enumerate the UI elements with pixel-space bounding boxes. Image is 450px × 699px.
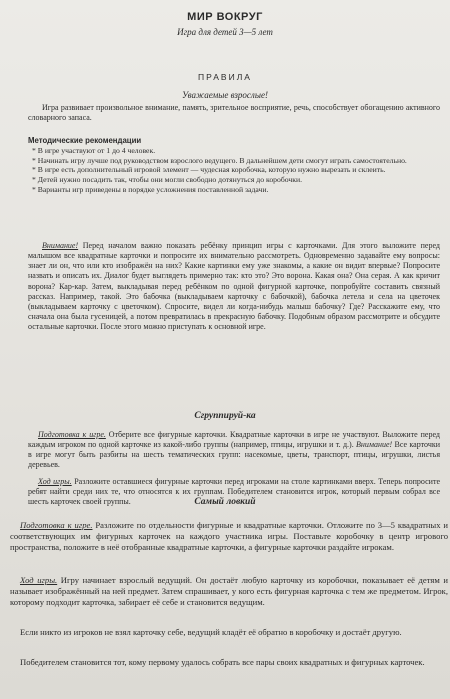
- prep-text: Разложите по отдельности фигурные и квадратные карточки. Отложите по 3—5 квадратных и соответствующих им фигурных карточек на каждого участника игры. Поставьте коробочку в центр игрового пространства, положите в неё отобранные квадратные карточки, а фигурные карточки раздайте игрокам.: [10, 520, 449, 553]
- section2-paragraph-3: Если никто из игроков не взял карточку себе, ведущий кладёт её обратно в коробочку и достаёт другую.: [20, 627, 402, 637]
- list-item: * Варианты игр приведены в порядке усложнения поставленной задачи.: [32, 185, 432, 195]
- move-text: Игру начинает взрослый ведущий. Он достаёт любую карточку из коробочки, показывает её детям и называет изображённый на ней предмет. Затем спрашивает, у кого есть фигурная карточка с тем же предметом. Игрок, которому подходит карточка, забирает её себе и становится ведущим.: [10, 575, 449, 608]
- page-subtitle: Игра для детей 3—5 лет: [177, 27, 273, 37]
- section1-prep-paragraph: [28, 430, 440, 471]
- list-item: * Детей нужно посадить так, чтобы они могли свободно дотянуться до коробочки.: [32, 175, 432, 185]
- methodical-heading: Методические рекомендации: [28, 136, 142, 145]
- prep-text-2: Все карточки в игре могут быть разбиты на шесть тематических групп: насекомые, цветы, транспорт, птицы, игрушки, листья деревьев.: [28, 440, 441, 470]
- rules-heading: ПРАВИЛА: [198, 72, 252, 82]
- intro-paragraph: Игра развивает произвольное внимание, память, зрительное восприятие, речь, способствует обогащению активного словарного запаса.: [28, 103, 440, 123]
- page-title: МИР ВОКРУГ: [187, 11, 263, 23]
- list-item: * Начинать игру лучше под руководством взрослого ведущего. В дальнейшем дети смогут играть самостоятельно.: [32, 156, 432, 166]
- prep-attention: Внимание!: [356, 440, 393, 450]
- move-lead: Ход игры.: [20, 575, 58, 585]
- list-item: * В игре есть дополнительный игровой элемент — чудесная коробочка, которую нужно вырезать и склеить.: [32, 165, 432, 175]
- prep-lead: Подготовка к игре.: [20, 520, 93, 530]
- section2-paragraph-4: Победителем становится тот, кому первому удалось собрать все пары своих квадратных и фигурных карточек.: [20, 657, 425, 667]
- prep-text: Отберите все фигурные карточки. Квадратные карточки в игре не участвуют. Выложите перед каждым игроком по одной карточке из какой-либо группы (например, птицы, игрушки и т. д.).: [28, 430, 440, 450]
- attention-paragraph: [28, 241, 440, 332]
- list-item: * В игре участвуют от 1 до 4 человек.: [32, 146, 432, 156]
- attention-lead: Внимание!: [42, 241, 79, 250]
- prep-lead: Подготовка к игре.: [38, 430, 106, 439]
- section2-prep-paragraph: [10, 520, 448, 554]
- methodical-list: [32, 146, 432, 194]
- move-lead: Ход игры.: [38, 477, 72, 486]
- section2-move-paragraph: [10, 575, 448, 609]
- section-title-dexterous: Самый ловкий: [194, 497, 256, 507]
- section-title-group: Сгруппируй-ка: [194, 411, 256, 421]
- move-text: Разложите оставшиеся фигурные карточки перед игроками на столе картинками вверх. Теперь попросите ребят найти среди них те, что относятся к их группам. Победителем становится игрок, который первым собрал все шесть карточек своей группы.: [28, 477, 440, 507]
- attention-text: Перед началом важно показать ребёнку принцип игры с карточками. Для этого выложите перед малышом все квадратные карточки и попросите их внимательно рассмотреть. Одновременно задавайте ему вопросы: знает ли он, что или кто изображён на них? Какие картинки ему уже знакомы, а какие он видит впервые? Попросите назвать и описать их. Диалог будет выглядеть примерно так: кто это? Это ворона. Какая она? Она серая. А как кричит ворона? Кар-кар. Затем, выкладывая перед ребёнком по одной фигурной карточке, попробуйте составить связный рассказ. Например, такой. Это бабочка (выкладываем карточку с бабочкой), бабочка летела и села на цветочек (выкладываем карточку с цветочком). Спросите, видел ли когда-нибудь малыш бабочку? Где? Расскажите ему, что сначала она была гусеницей, а потом превратилась в прекрасную бабочку. Подобным образом рассмотрите и обсудите остальные карточки. После этого можно приступать к основной игре.: [28, 241, 440, 332]
- dear-adults-heading: Уважаемые взрослые!: [182, 90, 268, 100]
